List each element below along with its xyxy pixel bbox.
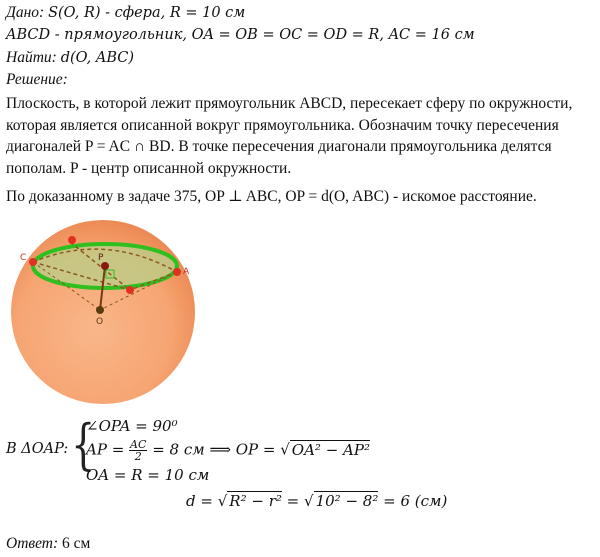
solution-label: Решение:: [6, 71, 68, 88]
given-line-1: [6, 4, 245, 22]
system-brace: {: [71, 413, 96, 476]
system-row-3: OA = R = 10 см: [86, 466, 210, 484]
distance-formula: d = √ R² − r² = √ 10² − 8² = 6 (см): [186, 492, 448, 510]
point-d: [68, 236, 76, 244]
root-oa-ap: OA² − AP²: [291, 440, 370, 459]
point-b: [126, 286, 134, 294]
find-value: d(O, ABC): [60, 50, 135, 66]
system-row-2: AP = $\frac{AC}{2}$ = 8 см ⟹ OP = √ OA² − AP²: [86, 438, 370, 463]
label-p: P: [98, 253, 104, 263]
root-r: R² − r²: [229, 492, 282, 510]
label-o: O: [96, 317, 104, 327]
find-line: [6, 49, 134, 67]
label-a: A: [183, 267, 190, 277]
point-p: [101, 262, 109, 270]
given-rectangle: ABCD - прямоугольник, OA = OB = OC = OD = R, AC = 16 см: [6, 27, 475, 43]
system-row-1: ∠OPA = 90⁰: [86, 417, 178, 435]
solution-paragraph-2: По доказанному в задаче 375, OP ⊥ ABC, OP = d(O, ABC) - искомое расстояние.: [6, 188, 537, 205]
point-o: [96, 306, 104, 314]
solution-heading: [6, 71, 68, 89]
root-numbers: 10² − 8²: [315, 492, 379, 510]
point-c: [29, 258, 37, 266]
solution-paragraph-1: Плоскость, в которой лежит прямоугольник ABCD, пересекает сферу по окружности, которая является описанной вокруг прямоугольника. Обозначим точку пересечения диагоналей P = AC ∩ BD. В точке пересечения диагонали прямоугольника делятся пополам. P - центр описанной окружности.: [6, 95, 573, 177]
fraction-ac-over-2: $\frac{AC}{2}$: [130, 438, 147, 463]
answer-label: Ответ:: [6, 535, 59, 552]
point-a: [173, 268, 181, 276]
given-sphere: S(O, R) - сфера, R = 10 см: [48, 5, 246, 21]
label-c: C: [20, 253, 27, 263]
answer-line: [6, 535, 90, 553]
given-line-2: [6, 26, 475, 44]
find-label: Найти:: [6, 49, 57, 66]
sphere-figure: [0, 212, 230, 412]
given-label: Дано:: [6, 4, 45, 21]
system-prefix: В ΔOAP:: [6, 441, 69, 457]
answer-value: 6 см: [62, 535, 91, 552]
